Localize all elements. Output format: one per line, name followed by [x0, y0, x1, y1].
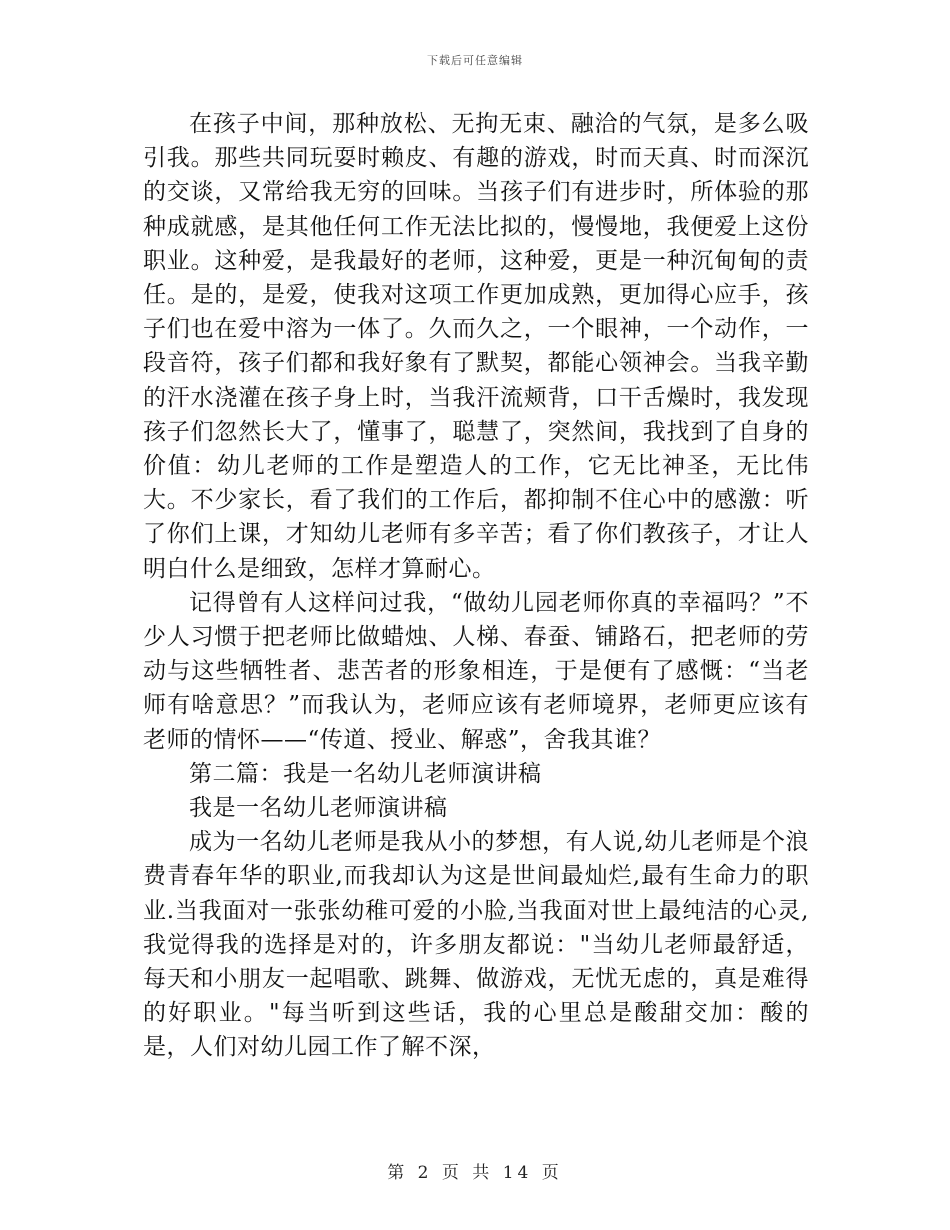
section-title: 第二篇：我是一名幼儿老师演讲稿 [189, 760, 542, 787]
speech-title: 我是一名幼儿老师演讲稿 [189, 795, 448, 822]
page-header-note: 下载后可任意编辑 [427, 54, 523, 67]
paragraph-children-love: 在孩子中间，那种放松、无拘无束、融洽的气氛，是多么吸引我。那些共同玩耍时赖皮、有趣的游戏，时而天真、时而深沉的交谈，又常给我无穷的回味。当孩子们有进步时，所体验的那种成就感，是其他任何工作无法比拟的，慢慢地，我便爱上这份职业。这种爱，是我最好的老师，这种爱，更是一种沉甸甸的责任。是的，是爱，使我对这项工作更加成熟，更加得心应手，孩子们也在爱中溶为一体了。久而久之，一个眼神，一个动作，一段音符，孩子们都和我好象有了默契，都能心领神会。当我辛勤的汗水浇灌在孩子身上时，当我汗流颊背，口干舌燥时，我发现孩子们忽然长大了，懂事了，聪慧了，突然间，我找到了自身的价值：幼儿老师的工作是塑造人的工作，它无比神圣，无比伟大。不少家长，看了我们的工作后，都抑制不住心中的感激：听了你们上课，才知幼儿老师有多辛苦；看了你们教孩子，才让人明白什么是细致，怎样才算耐心。 [143, 111, 809, 582]
document-body [143, 107, 809, 1065]
page-number: 第 2 页 共 14 页 [387, 1163, 563, 1183]
paragraph-childhood-dream: 成为一名幼儿老师是我从小的梦想，有人说,幼儿老师是个浪费青春年华的职业,而我却认为这是世间最灿烂,最有生命力的职业.当我面对一张张幼稚可爱的小脸,当我面对世上最纯洁的心灵,我觉得我的选择是对的，许多朋友都说："当幼儿老师最舒适，每天和小朋友一起唱歌、跳舞、做游戏，无忧无虑的，真是难得的好职业。"每当听到这些话，我的心里总是酸甜交加：酸的是，人们对幼儿园工作了解不深， [143, 829, 809, 1061]
paragraph-happiness-question: 记得曾有人这样问过我，“做幼儿园老师你真的幸福吗？”不少人习惯于把老师比做蜡烛、人梯、春蚕、铺路石，把老师的劳动与这些牺牲者、悲苦者的形象相连，于是便有了感慨：“当老师有啥意思？”而我认为，老师应该有老师境界，老师更应该有老师的情怀——“传道、授业、解惑”，舍我其谁？ [143, 589, 809, 753]
